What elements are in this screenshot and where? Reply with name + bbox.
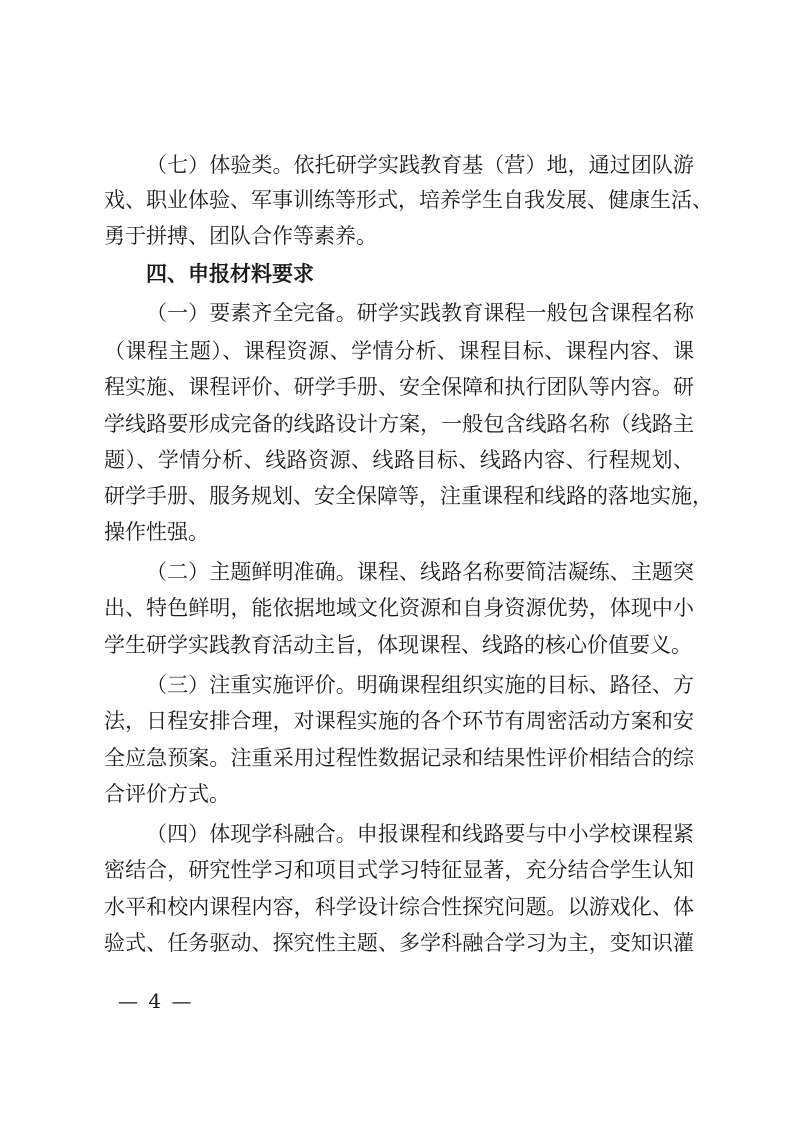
paragraph-line: 题）、学情分析、线路资源、线路目标、线路内容、行程规划、: [104, 448, 694, 472]
paragraph-line: 程实施、课程评价、研学手册、安全保障和执行团队等内容。研: [104, 375, 694, 399]
paragraph-line: 全应急预案。注重采用过程性数据记录和结果性评价相结合的综: [104, 746, 694, 770]
paragraph-line: 出、特色鲜明，能依据地域文化资源和自身资源优势，体现中小: [104, 596, 694, 620]
paragraph-line: 密结合，研究性学习和项目式学习特征显著，充分结合学生认知: [104, 858, 694, 882]
paragraph-line: 法，日程安排合理，对课程实施的各个环节有周密活动方案和安: [104, 709, 694, 733]
paragraph-line: 学生研学实践教育活动主旨，体现课程、线路的核心价值要义。: [104, 633, 692, 657]
paragraph-line: 操作性强。: [104, 520, 209, 544]
paragraph-line: （二）主题鲜明准确。课程、线路名称要简洁凝练、主题突: [146, 560, 694, 584]
paragraph-line: 研学手册、服务规划、安全保障等，注重课程和线路的落地实施，: [104, 484, 713, 508]
paragraph-line: （七）体验类。依托研学实践教育基（营）地，通过团队游: [146, 153, 694, 177]
paragraph-line: （一）要素齐全完备。研学实践教育课程一般包含课程名称: [146, 301, 694, 325]
paragraph-line: 合评价方式。: [104, 782, 230, 806]
paragraph-line: 验式、任务驱动、探究性主题、多学科融合学习为主，变知识灌: [104, 931, 694, 955]
paragraph-line: 勇于拼搏、团队合作等素养。: [104, 224, 377, 248]
paragraph-line: （三）注重实施评价。明确课程组织实施的目标、路径、方: [146, 673, 694, 697]
section-heading: 四、申报材料要求: [146, 262, 314, 286]
paragraph-line: （课程主题）、课程资源、学情分析、课程目标、课程内容、课: [104, 339, 694, 363]
page-number: — 4 —: [118, 989, 194, 1013]
paragraph-line: 戏、职业体验、军事训练等形式，培养学生自我发展、健康生活、: [104, 188, 713, 212]
paragraph-line: （四）体现学科融合。申报课程和线路要与中小学校课程紧: [146, 822, 694, 846]
paragraph-line: 水平和校内课程内容，科学设计综合性探究问题。以游戏化、体: [104, 895, 694, 919]
paragraph-line: 学线路要形成完备的线路设计方案，一般包含线路名称（线路主: [104, 412, 694, 436]
